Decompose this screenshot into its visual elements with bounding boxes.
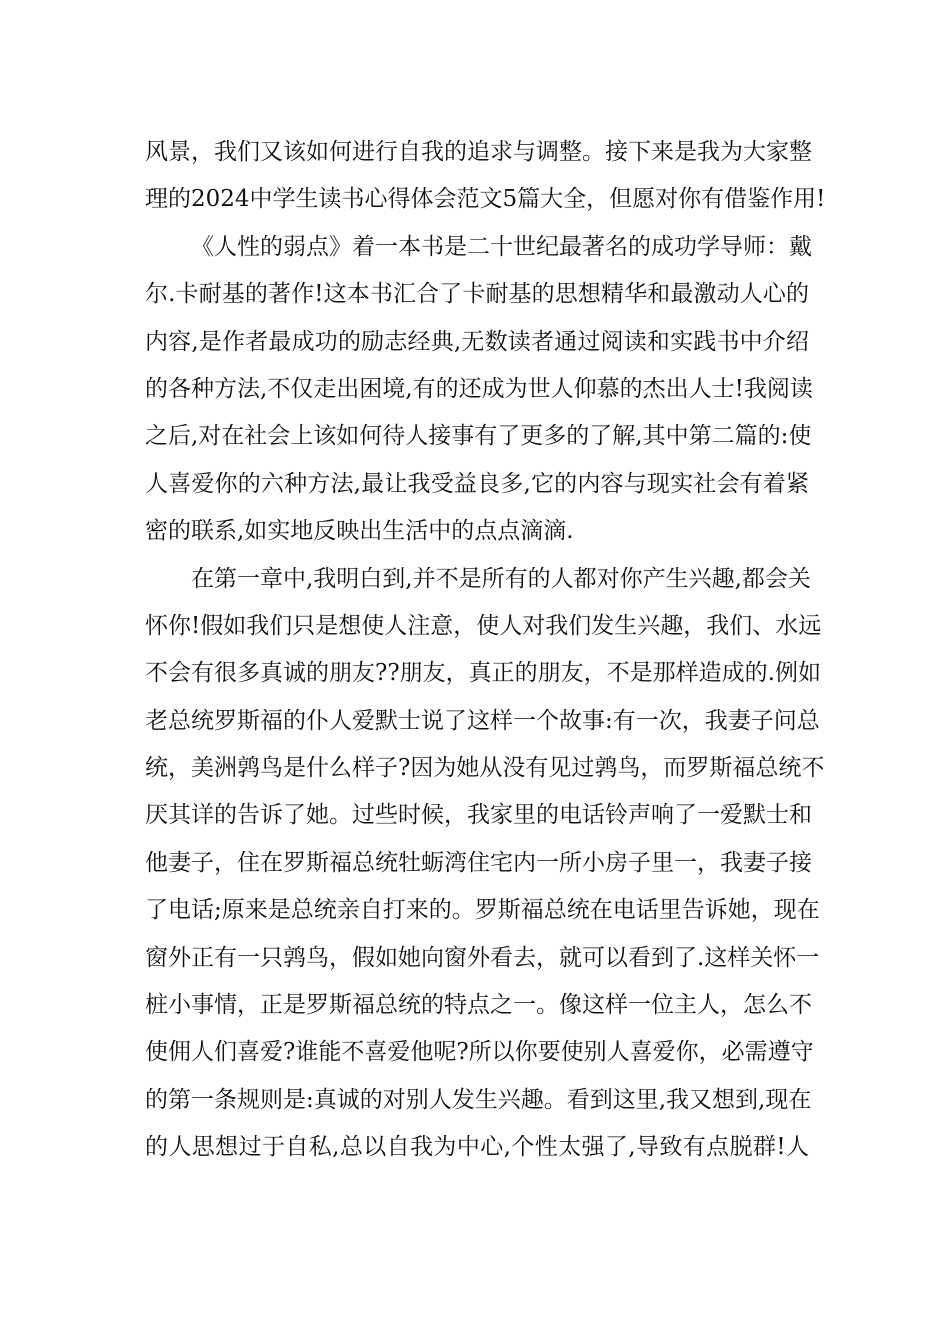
text-line: 不会有很多真诚的朋友??朋友，真正的朋友，不是那样造成的.例如 <box>145 660 821 687</box>
text-line: 人喜爱你的六种方法,最让我受益良多,它的内容与现实社会有着紧 <box>145 470 809 497</box>
text-line: 使佣人们喜爱?谁能不喜爱他呢?所以你要使别人喜爱你，必需遵守 <box>145 1039 814 1066</box>
text-line: 老总统罗斯福的仆人爱默士说了这样一个故事:有一次，我妻子问总 <box>145 707 820 734</box>
text-line: 他妻子，住在罗斯福总统牡蛎湾住宅内一所小房子里一，我妻子接 <box>145 849 812 876</box>
text-line: 密的联系,如实地反映出生活中的点点滴滴. <box>145 518 574 545</box>
text-line: 了电话;原来是总统亲自打来的。罗斯福总统在电话里告诉她，现在 <box>145 897 820 924</box>
text-line: 尔.卡耐基的著作!这本书汇合了卡耐基的思想精华和最激动人心的 <box>145 281 809 308</box>
text-line: 内容,是作者最成功的励志经典,无数读者通过阅读和实践书中介绍 <box>145 328 809 355</box>
text-line: 风景，我们又该如何进行自我的追求与调整。接下来是我为大家整 <box>145 139 812 165</box>
text-line: 的人思想过于自私,总以自我为中心,个性太强了,导致有点脱群!人 <box>145 1134 809 1161</box>
text-line: 在第一章中,我明白到,并不是所有的人都对你产生兴趣,都会关 <box>191 565 811 592</box>
text-line: 厌其详的告诉了她。过些时候，我家里的电话铃声响了一爱默士和 <box>145 802 812 829</box>
text-line: 统，美洲鹑鸟是什么样子?因为她从没有见过鹑鸟，而罗斯福总统不 <box>145 755 825 782</box>
text-line: 的各种方法,不仅走出困境,有的还成为世人仰慕的杰出人士!我阅读 <box>145 375 813 402</box>
text-line: 理的2024中学生读书心得体会范文5篇大全，但愿对你有借鉴作用! <box>145 186 826 213</box>
document-body <box>145 129 826 1172</box>
text-line: 桩小事情，正是罗斯福总统的特点之一。像这样一位主人，怎么不 <box>145 992 812 1019</box>
text-line: 怀你!假如我们只是想使人注意，使人对我们发生兴趣，我们、水远 <box>145 612 822 639</box>
text-line: 窗外正有一只鹑鸟，假如她向窗外看去，就可以看到了.这样关怀一 <box>145 944 820 971</box>
text-line: 的第一条规则是:真诚的对别人发生兴趣。看到这里,我又想到,现在 <box>145 1086 812 1113</box>
text-line: 《人性的弱点》着一本书是二十世纪最著名的成功学导师：戴 <box>191 233 812 260</box>
text-line: 之后,对在社会上该如何待人接事有了更多的了解,其中第二篇的:使 <box>145 423 812 450</box>
